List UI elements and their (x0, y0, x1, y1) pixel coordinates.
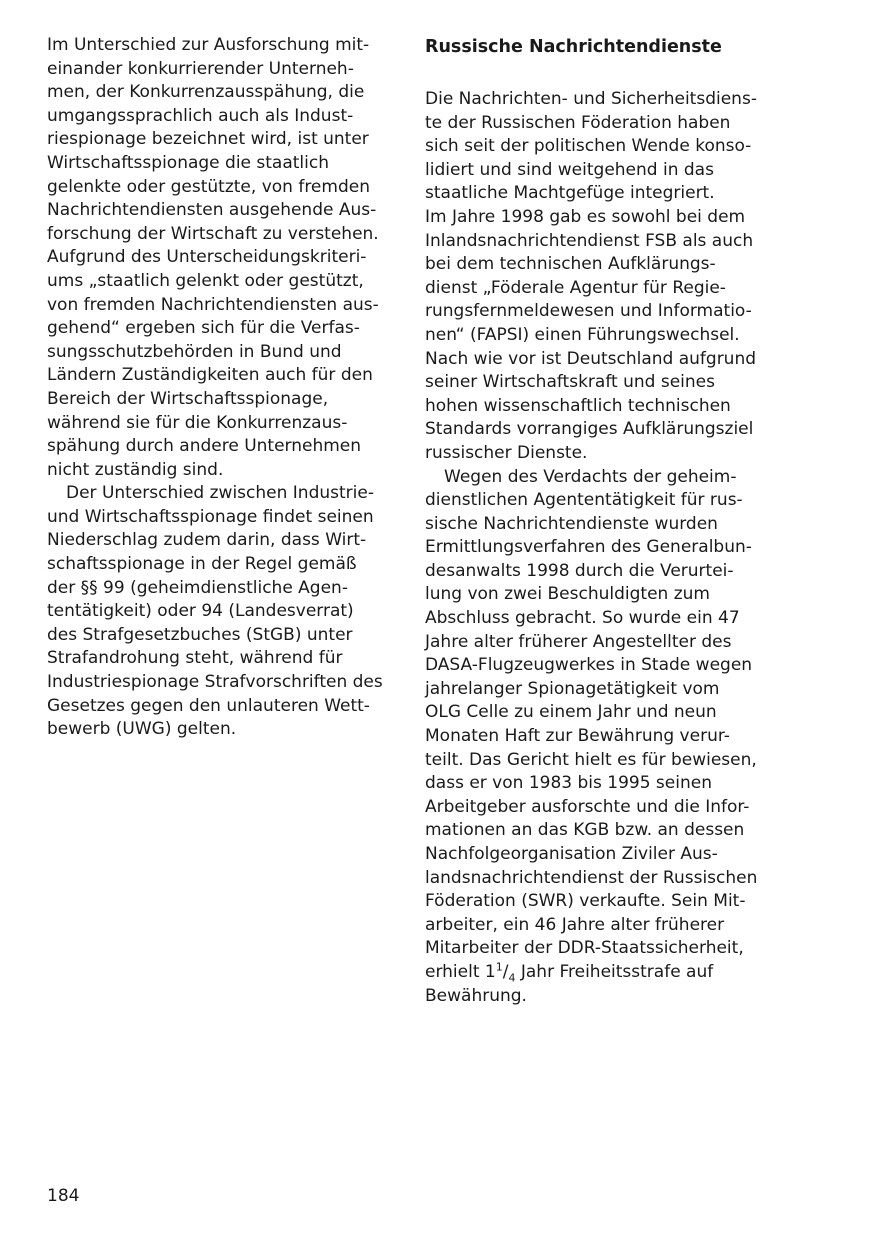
text-line: hohen wissenschaftlich technischen (425, 395, 731, 416)
text-line: DASA-Flugzeugwerkes in Stade wegen (425, 655, 753, 676)
text-line: desanwalts 1998 durch die Verurtei- (425, 560, 734, 581)
fraction-numerator: 1 (495, 960, 503, 974)
text-line: dienst „Föderale Agentur für Regie- (425, 277, 726, 298)
text-line: bewerb (UWG) gelten. (47, 719, 237, 740)
text-line: spähung durch andere Unternehmen (47, 436, 362, 457)
right-column (425, 34, 775, 1008)
text-line: gelenkte oder gestützte, von fremden (47, 176, 370, 197)
text-line: sische Nachrichtendienste wurden (425, 513, 718, 534)
text-line: ums „staatlich gelenkt oder gestützt, (47, 270, 364, 291)
text-line: während sie für die Konkurrenzaus- (47, 412, 348, 433)
text-line: forschung der Wirtschaft zu verstehen. (47, 223, 379, 244)
text-line: men, der Konkurrenzausspähung, die (47, 82, 365, 103)
text-line: staatliche Machtgefüge integriert. (425, 183, 715, 204)
text-line: und Wirtschaftsspionage findet seinen (47, 506, 374, 527)
text-line: Im Unterschied zur Ausforschung mit- (47, 35, 370, 55)
text-line: Im Jahre 1998 gab es sowohl bei dem (425, 206, 746, 227)
text-line: Gesetzes gegen den unlauteren Wett- (47, 695, 370, 716)
text-line: sungsschutzbehörden in Bund und (47, 341, 342, 362)
text-line: te der Russischen Föderation haben (425, 112, 731, 133)
text-line: des Strafgesetzbuches (StGB) unter (47, 624, 353, 645)
text-line: Ländern Zuständigkeiten auch für den (47, 365, 373, 386)
text-line: Wirtschaftsspionage die staatlich (47, 152, 330, 173)
text-line: seiner Wirtschaftskraft und seines (425, 372, 715, 393)
text-line: umgangssprachlich auch als Indust- (47, 105, 354, 126)
text-line: riespionage bezeichnet wird, ist unter (47, 129, 369, 150)
text-line: bei dem technischen Aufklärungs- (425, 254, 716, 275)
text-line: Standards vorrangiges Aufklärungsziel (425, 419, 754, 440)
text-line-fraction: erhielt $1^1/_4$ Jahr Freiheitsstrafe auf (425, 960, 714, 985)
fraction-slash: / (502, 961, 509, 982)
text-line: schaftsspionage in der Regel gemäß (47, 554, 357, 575)
text-line: der §§ 99 (geheimdienstliche Agen- (47, 577, 348, 598)
text-line: Arbeitgeber ausforschte und die Infor- (425, 796, 750, 817)
left-column (47, 34, 399, 742)
text-line: Die Nachrichten- und Sicherheitsdiens- (425, 89, 757, 109)
text-line: von fremden Nachrichtendiensten aus- (47, 294, 379, 315)
text-line: lidiert und sind weitgehend in das (425, 159, 714, 180)
text-line: einander konkurrierender Unterneh- (47, 58, 354, 79)
text-line: Ermittlungsverfahren des Generalbun- (425, 537, 752, 558)
text-line: tentätigkeit) oder 94 (Landesverrat) (47, 601, 354, 622)
text-line: Mitarbeiter der DDR-Staatssicherheit, (425, 938, 744, 959)
text-line: Jahre alter früherer Angestellter des (425, 631, 732, 652)
text-line: Der Unterschied zwischen Industrie- (66, 483, 374, 504)
text-line: jahrelanger Spionagetätigkeit vom (425, 678, 720, 699)
right-paragraphs (425, 88, 775, 961)
text-line: nen“ (FAPSI) einen Führungswechsel. (425, 324, 740, 345)
section-heading: Russische Nachrichtendienste (425, 37, 722, 57)
fraction-denominator: 4 (508, 971, 516, 985)
text-line: dass er von 1983 bis 1995 seinen (425, 773, 712, 794)
text-line: Bereich der Wirtschaftsspionage, (47, 388, 329, 409)
text-line: landsnachrichtendienst der Russischen (425, 867, 758, 888)
text-line: Aufgrund des Unterscheidungskriteri- (47, 247, 367, 268)
text-line: Industriespionage Strafvorschriften des (47, 672, 383, 693)
text-line: arbeiter, ein 46 Jahre alter früherer (425, 914, 725, 935)
text-line: Abschluss gebracht. So wurde ein 47 (425, 608, 740, 629)
text-line: nicht zuständig sind. (47, 459, 224, 480)
text-line: Föderation (SWR) verkaufte. Sein Mit- (425, 891, 746, 912)
text-line: Strafandrohung steht, während für (47, 648, 343, 669)
text-line: OLG Celle zu einem Jahr und neun (425, 702, 717, 723)
text-line: gehend“ ergeben sich für die Verfas- (47, 318, 360, 339)
text-line: Inlandsnachrichtendienst FSB als auch (425, 230, 754, 251)
text-line: mationen an das KGB bzw. an dessen (425, 820, 745, 841)
text-line: Niederschlag zudem darin, dass Wirt- (47, 530, 367, 551)
text-line: teilt. Das Gericht hielt es für bewiesen, (425, 749, 757, 770)
text-line: sich seit der politischen Wende konso- (425, 136, 752, 157)
text-line: Nachrichtendiensten ausgehende Aus- (47, 200, 377, 221)
text-line: Monaten Haft zur Bewährung verur- (425, 726, 730, 747)
text-line: Nach wie vor ist Deutschland aufgrund (425, 348, 757, 369)
text-line: lung von zwei Beschuldigten zum (425, 584, 710, 605)
text-line: russischer Dienste. (425, 442, 588, 463)
text-line-last: Bewährung. (425, 985, 527, 1006)
text-line: rungsfernmeldewesen und Informatio- (425, 301, 752, 322)
text-line: Nachfolgeorganisation Ziviler Aus- (425, 844, 718, 864)
text-line: dienstlichen Agententätigkeit für rus- (425, 490, 743, 511)
text-line: Wegen des Verdachts der geheim- (444, 466, 737, 487)
page-number: 184 (47, 1186, 80, 1206)
